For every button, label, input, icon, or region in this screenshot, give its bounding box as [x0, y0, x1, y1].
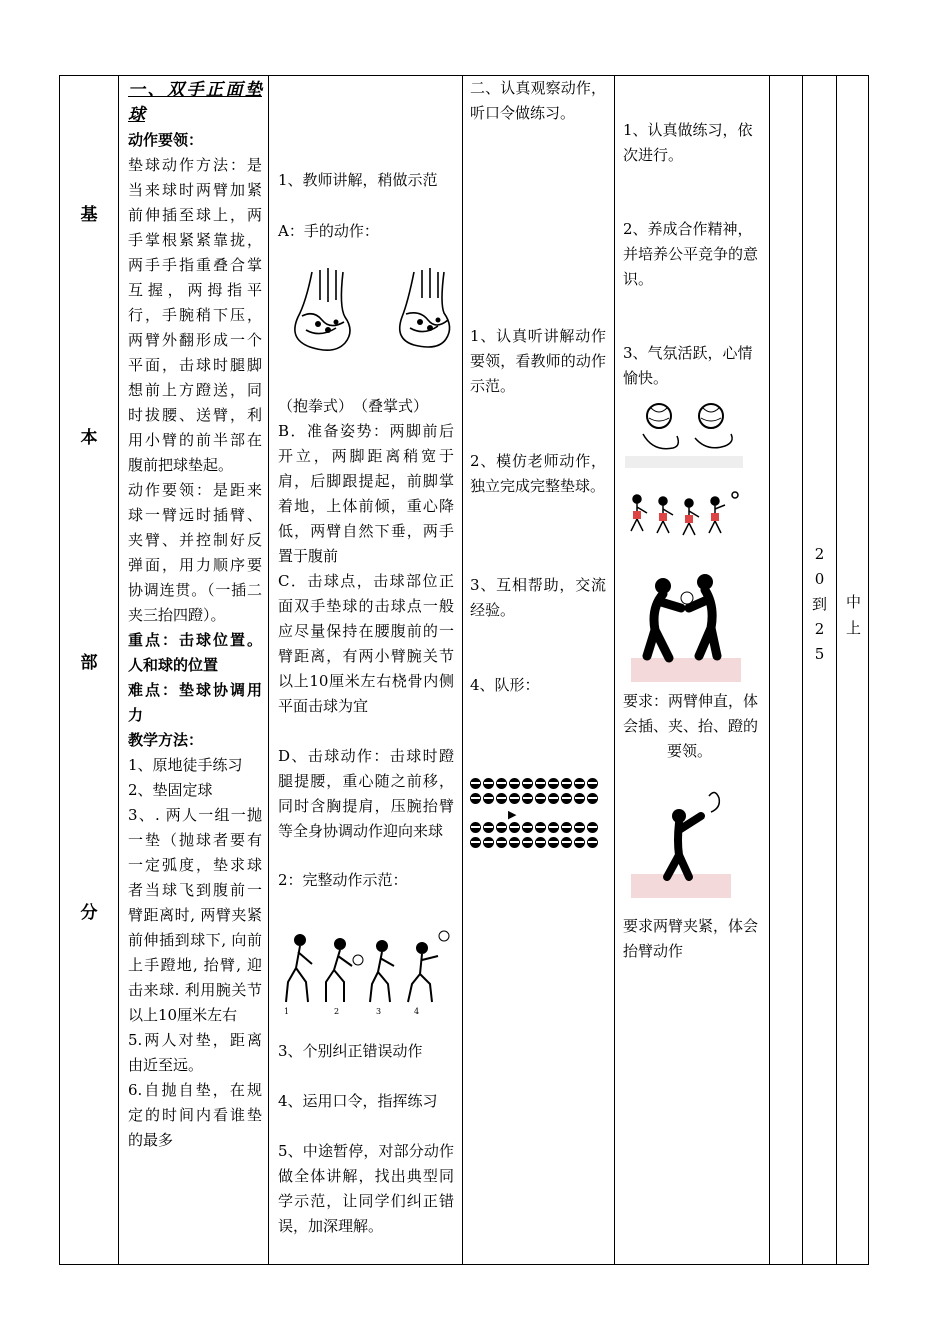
- hand-grip-illustration: [284, 264, 459, 359]
- partner-practice-illustration: [631, 564, 741, 682]
- student-item-2: 2、模仿老师动作，独立完成完整垫球。: [470, 452, 606, 495]
- time-char: 到: [811, 595, 827, 613]
- student-marker-icon: [470, 778, 481, 789]
- essentials-text: 动作要领：是距来球一臂远时插臂、夹臂、并控制好反弹面，用力顺序要协调连贯。（一插二夹三抬四蹬）。: [128, 481, 262, 624]
- section-label-char: 部: [80, 653, 98, 673]
- formation-row: [470, 778, 605, 790]
- column-divider: [769, 76, 770, 1264]
- student-marker-icon: [496, 822, 507, 833]
- student-marker-icon: [535, 778, 546, 789]
- time-char: 0: [814, 570, 825, 588]
- student-item-3: 3、互相帮助，交流经验。: [470, 576, 606, 619]
- student-marker-icon: [548, 793, 559, 804]
- student-marker-icon: [483, 837, 494, 848]
- teacher-item-3: 3、个别纠正错误动作: [278, 1042, 423, 1060]
- req-text-1b: 要领。: [667, 742, 713, 760]
- hand-caption: （抱拳式） （叠掌式）: [278, 397, 429, 415]
- formation-diagram: [470, 778, 605, 852]
- column-divider: [462, 76, 463, 1264]
- student-item-1: 1、认真听讲解动作要领，看教师的动作示范。: [470, 327, 606, 395]
- method-item: 6.自抛自垫，在规定的时间内看谁垫的最多: [128, 1081, 262, 1149]
- formation-row: [470, 822, 605, 834]
- content-title: 一、双手正面垫球: [128, 80, 262, 125]
- student-marker-icon: [587, 822, 598, 833]
- teacher-item-b: B．准备姿势：两脚前后开立，两脚距离稍宽于肩，后脚跟提起，前脚掌着地，上体前倾，重心降低，两臂自然下垂，两手置于腹前: [278, 422, 454, 565]
- intensity-char: 中: [845, 593, 861, 611]
- single-player-illustration: [631, 788, 731, 898]
- teacher-item-2: 2：完整动作示范：: [278, 871, 408, 889]
- student-marker-icon: [587, 837, 598, 848]
- teacher-item-d: D、击球动作：击球时蹬腿提腰，重心随之前移，同时含胸提肩，压腕抬臂等全身协调动作迎向来球: [278, 747, 454, 840]
- student-marker-icon: [548, 778, 559, 789]
- student-marker-icon: [587, 778, 598, 789]
- student-marker-icon: [535, 793, 546, 804]
- student-marker-icon: [522, 778, 533, 789]
- student-marker-icon: [535, 837, 546, 848]
- direction-arrow-icon: ▶: [508, 808, 517, 821]
- student-item-0: 二、认真观察动作，听口令做练习。: [470, 79, 606, 122]
- teacher-item-1: 1、教师讲解，稍做示范: [278, 171, 438, 189]
- student-activities: [470, 76, 610, 1266]
- section-label-char: 分: [80, 903, 98, 923]
- method-text: 垫球动作方法：是当来球时两臂加紧前伸插至球上，两手掌根紧紧靠拢，两手手指重叠合掌互握，两拇指平行，手腕稍下压，两臂外翻形成一个平面，击球时腿脚想前上方蹬送，同时拔腰、送臂，利用小臂的前半部在腹前把球垫起。: [128, 156, 262, 474]
- method-item: 1、原地徒手练习: [128, 756, 243, 774]
- student-marker-icon: [496, 778, 507, 789]
- student-marker-icon: [470, 837, 481, 848]
- student-marker-icon: [561, 793, 572, 804]
- section-label-char: 基: [80, 205, 98, 225]
- methods-heading: 教学方法：: [128, 731, 204, 749]
- student-marker-icon: [509, 778, 520, 789]
- student-marker-icon: [587, 793, 598, 804]
- intensity-char: 上: [845, 619, 861, 637]
- student-marker-icon: [522, 837, 533, 848]
- teacher-activities: [278, 76, 458, 1266]
- time-char: 5: [814, 645, 825, 663]
- hand-ball-contact-illustration: [625, 394, 743, 468]
- student-marker-icon: [483, 793, 494, 804]
- req-item-2: 2、养成合作精神，并培养公平竞争的意识。: [623, 220, 759, 288]
- group-practice-illustration: [627, 489, 741, 549]
- time-char: 2: [814, 545, 825, 563]
- column-divider: [836, 76, 837, 1264]
- method-item: 3、. 两人一组一抛一垫（抛球者要有一定弧度，垫求球者当球飞到腹前一臂距离时, 两臂夹紧前伸插到球下, 向前上手蹬地, 抬臂, 迎击来球. 利用腕关节以上10厘米左右: [128, 806, 262, 1024]
- difficulty-text: 难点：垫球协调用力: [128, 681, 262, 724]
- svg-text:4: 4: [414, 1007, 420, 1016]
- student-marker-icon: [561, 778, 572, 789]
- time-cell: [803, 544, 836, 669]
- teacher-item-c: C．击球点，击球部位正面双手垫球的击球点一般应尽量保持在腰腹前的一臂距离，有两小臂腕关节以上10厘米左右桡骨内侧平面击球为宜: [278, 572, 454, 715]
- svg-text:1: 1: [284, 1007, 290, 1016]
- student-marker-icon: [574, 837, 585, 848]
- teaching-content: [128, 76, 262, 1153]
- student-marker-icon: [470, 793, 481, 804]
- svg-text:2: 2: [334, 1007, 340, 1016]
- focus-text: 重点：击球位置。人和球的位置: [128, 631, 262, 674]
- organization-requirements: [623, 76, 765, 1266]
- req-item-3: 3、气氛活跃，心情愉快。: [623, 344, 753, 387]
- student-marker-icon: [561, 822, 572, 833]
- student-marker-icon: [548, 837, 559, 848]
- student-marker-icon: [483, 822, 494, 833]
- column-divider: [614, 76, 615, 1264]
- teacher-item-5: 5、中途暂停，对部分动作做全体讲解，找出典型同学示范，让同学们纠正错误，加深理解。: [278, 1142, 454, 1235]
- student-marker-icon: [522, 822, 533, 833]
- req-item-1: 1、认真做练习，依次进行。: [623, 121, 753, 164]
- student-marker-icon: [509, 822, 520, 833]
- full-motion-demo-illustration: [280, 926, 456, 1016]
- student-marker-icon: [509, 837, 520, 848]
- student-marker-icon: [561, 837, 572, 848]
- teacher-item-4: 4、运用口令，指挥练习: [278, 1092, 438, 1110]
- student-marker-icon: [574, 793, 585, 804]
- student-marker-icon: [496, 793, 507, 804]
- student-marker-icon: [470, 822, 481, 833]
- formation-row: [470, 793, 605, 805]
- student-marker-icon: [574, 822, 585, 833]
- column-divider: [802, 76, 803, 1264]
- student-marker-icon: [574, 778, 585, 789]
- teacher-item-a: A：手的动作：: [278, 222, 379, 240]
- key-heading: 动作要领：: [128, 131, 204, 149]
- method-item: 2、垫固定球: [128, 781, 213, 799]
- student-marker-icon: [509, 793, 520, 804]
- student-marker-icon: [522, 793, 533, 804]
- student-marker-icon: [535, 822, 546, 833]
- student-marker-icon: [548, 822, 559, 833]
- formation-row: [470, 837, 605, 849]
- student-marker-icon: [483, 778, 494, 789]
- lesson-table: [59, 75, 869, 1265]
- svg-text:3: 3: [376, 1007, 382, 1016]
- student-marker-icon: [496, 837, 507, 848]
- column-divider: [268, 76, 269, 1264]
- req-text-2: 要求两臂夹紧，体会抬臂动作: [623, 917, 759, 960]
- section-label-char: 本: [80, 428, 98, 448]
- req-text-1: 要求：两臂伸直，体会插、夹、抬、蹬的: [623, 692, 759, 735]
- method-item: 5.两人对垫，距离由近至远。: [128, 1031, 262, 1074]
- column-divider: [118, 76, 119, 1264]
- time-char: 2: [814, 620, 825, 638]
- intensity-cell: [837, 592, 870, 644]
- student-item-4: 4、队形：: [470, 676, 540, 694]
